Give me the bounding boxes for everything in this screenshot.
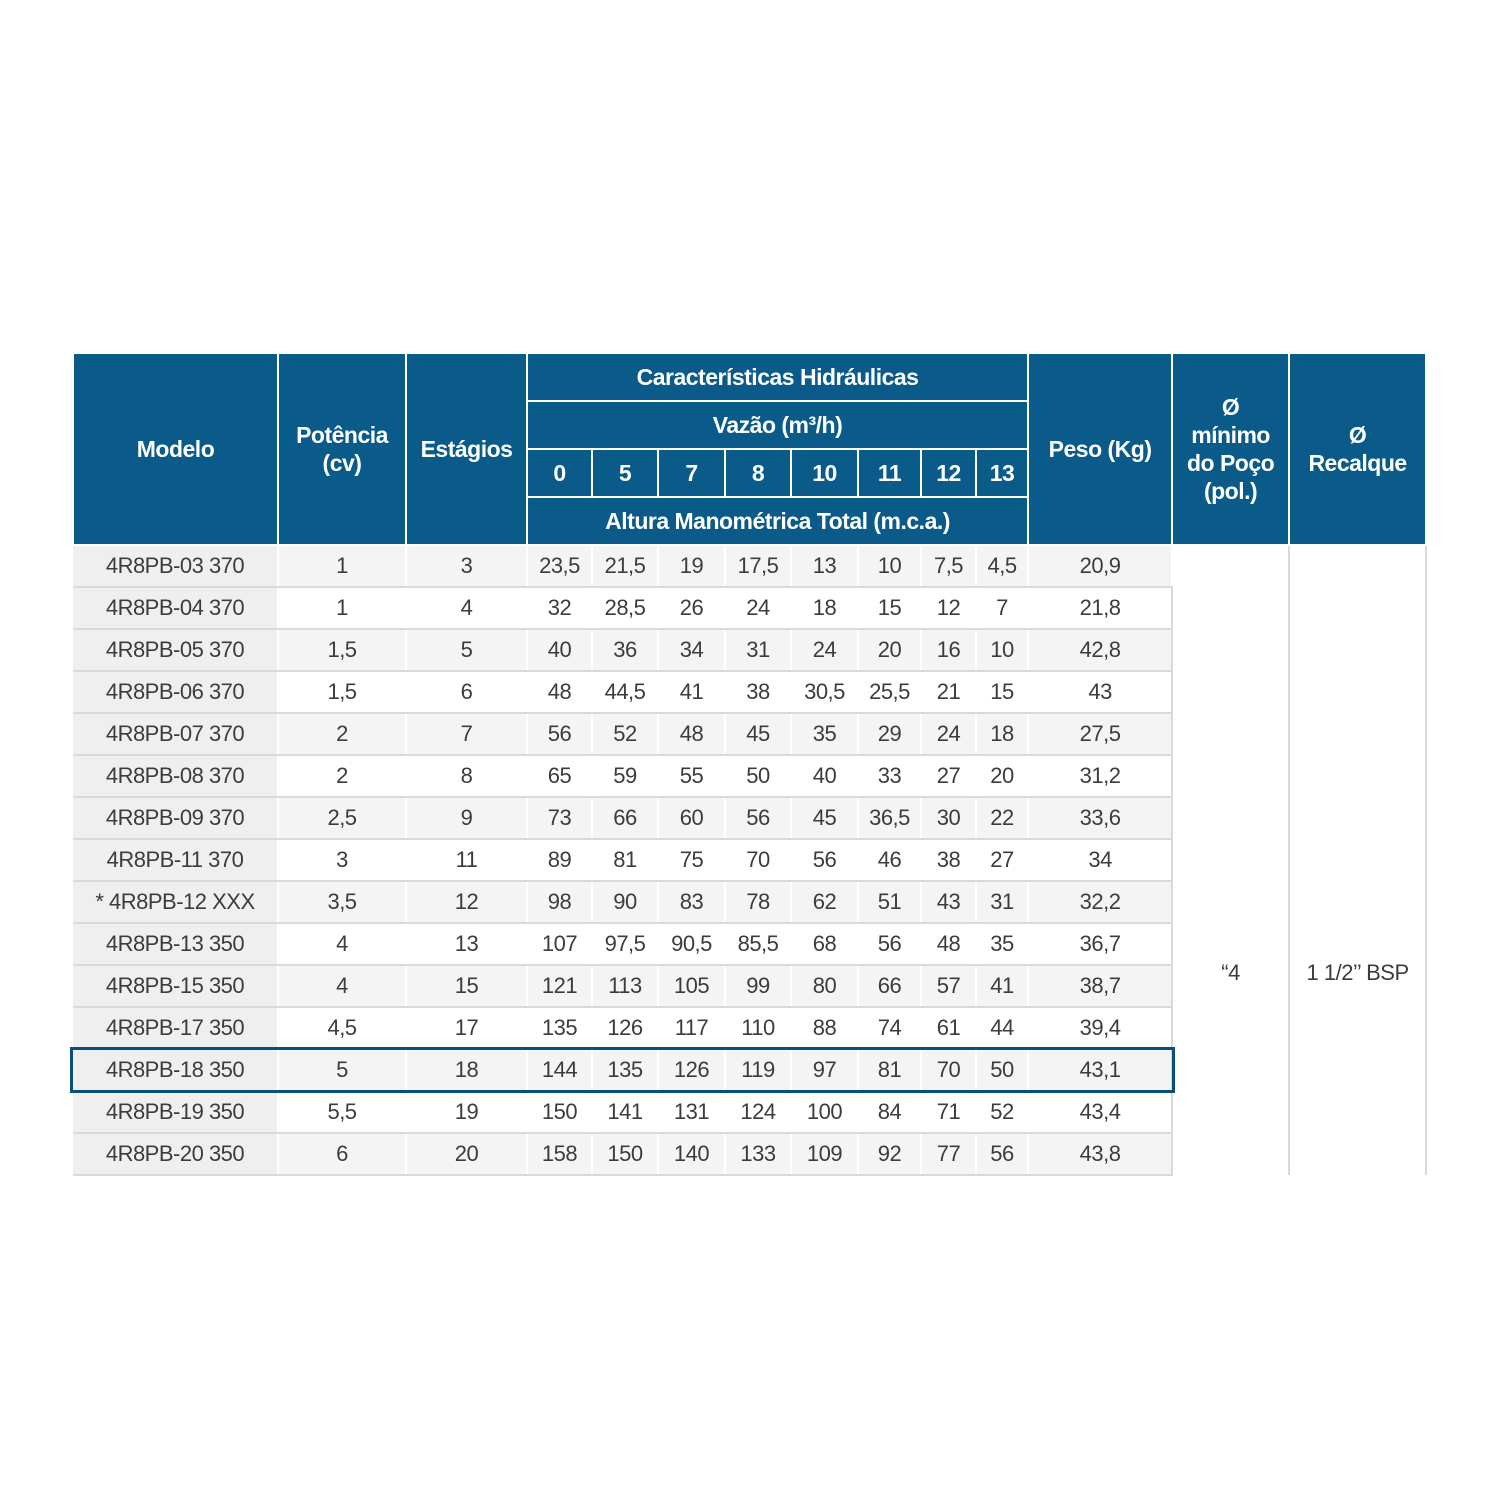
cell-head-13: 56 (976, 1133, 1028, 1175)
cell-peso: 43,1 (1028, 1049, 1172, 1091)
cell-head-10: 45 (791, 797, 858, 839)
cell-head-0: 98 (527, 881, 592, 923)
cell-head-5: 81 (592, 839, 658, 881)
header-flow-3: 8 (725, 449, 791, 497)
cell-peso: 42,8 (1028, 629, 1172, 671)
cell-head-8: 99 (725, 965, 791, 1007)
cell-head-10: 97 (791, 1049, 858, 1091)
cell-head-13: 35 (976, 923, 1028, 965)
cell-estagios: 3 (406, 545, 527, 587)
header-flow-4: 10 (791, 449, 858, 497)
cell-estagios: 18 (406, 1049, 527, 1091)
cell-head-5: 28,5 (592, 587, 658, 629)
cell-head-11: 20 (858, 629, 921, 671)
cell-estagios: 11 (406, 839, 527, 881)
cell-head-7: 83 (658, 881, 725, 923)
cell-head-8: 85,5 (725, 923, 791, 965)
cell-potencia: 4 (278, 965, 406, 1007)
cell-head-5: 90 (592, 881, 658, 923)
cell-modelo: * 4R8PB-12 XXX (73, 881, 278, 923)
table-body (73, 545, 1426, 1175)
cell-head-11: 81 (858, 1049, 921, 1091)
cell-head-13: 4,5 (976, 545, 1028, 587)
cell-potencia: 4,5 (278, 1007, 406, 1049)
cell-head-11: 56 (858, 923, 921, 965)
cell-head-8: 56 (725, 797, 791, 839)
table-header (73, 353, 1426, 545)
cell-head-0: 65 (527, 755, 592, 797)
cell-head-0: 158 (527, 1133, 592, 1175)
cell-peso: 20,9 (1028, 545, 1172, 587)
cell-potencia: 3 (278, 839, 406, 881)
cell-head-13: 52 (976, 1091, 1028, 1133)
cell-head-8: 17,5 (725, 545, 791, 587)
cell-head-7: 34 (658, 629, 725, 671)
cell-modelo: 4R8PB-17 350 (73, 1007, 278, 1049)
pump-spec-table (72, 352, 1427, 1176)
cell-head-7: 105 (658, 965, 725, 1007)
cell-peso: 38,7 (1028, 965, 1172, 1007)
cell-head-10: 35 (791, 713, 858, 755)
cell-head-13: 22 (976, 797, 1028, 839)
cell-peso: 32,2 (1028, 881, 1172, 923)
cell-head-11: 25,5 (858, 671, 921, 713)
cell-head-8: 38 (725, 671, 791, 713)
header-caracteristicas: Características Hidráulicas (527, 353, 1028, 401)
cell-head-0: 135 (527, 1007, 592, 1049)
cell-peso: 43 (1028, 671, 1172, 713)
cell-modelo: 4R8PB-06 370 (73, 671, 278, 713)
cell-head-0: 150 (527, 1091, 592, 1133)
cell-head-7: 48 (658, 713, 725, 755)
cell-estagios: 17 (406, 1007, 527, 1049)
cell-head-5: 97,5 (592, 923, 658, 965)
header-flow-5: 11 (858, 449, 921, 497)
cell-head-10: 13 (791, 545, 858, 587)
cell-head-7: 41 (658, 671, 725, 713)
cell-modelo: 4R8PB-11 370 (73, 839, 278, 881)
cell-estagios: 4 (406, 587, 527, 629)
cell-head-7: 55 (658, 755, 725, 797)
cell-modelo: 4R8PB-04 370 (73, 587, 278, 629)
cell-head-8: 70 (725, 839, 791, 881)
cell-potencia: 1,5 (278, 671, 406, 713)
header-altura: Altura Manométrica Total (m.c.a.) (527, 497, 1028, 545)
cell-head-8: 45 (725, 713, 791, 755)
cell-head-5: 113 (592, 965, 658, 1007)
cell-estagios: 8 (406, 755, 527, 797)
table-row (73, 545, 1426, 587)
cell-head-12: 24 (921, 713, 976, 755)
cell-head-7: 131 (658, 1091, 725, 1133)
header-potencia-label: Potência (cv) (296, 422, 388, 476)
header-poco (1172, 353, 1289, 545)
cell-head-0: 48 (527, 671, 592, 713)
cell-head-5: 66 (592, 797, 658, 839)
cell-head-13: 7 (976, 587, 1028, 629)
cell-head-10: 18 (791, 587, 858, 629)
cell-head-11: 51 (858, 881, 921, 923)
cell-head-11: 74 (858, 1007, 921, 1049)
header-flow-1: 5 (592, 449, 658, 497)
cell-head-13: 50 (976, 1049, 1028, 1091)
cell-head-0: 107 (527, 923, 592, 965)
cell-head-7: 140 (658, 1133, 725, 1175)
header-flow-0: 0 (527, 449, 592, 497)
cell-estagios: 6 (406, 671, 527, 713)
cell-recalque-shared: 1 1/2’’ BSP (1289, 545, 1426, 1175)
cell-head-0: 40 (527, 629, 592, 671)
cell-potencia: 4 (278, 923, 406, 965)
cell-head-13: 31 (976, 881, 1028, 923)
cell-head-8: 119 (725, 1049, 791, 1091)
cell-head-0: 56 (527, 713, 592, 755)
cell-modelo: 4R8PB-19 350 (73, 1091, 278, 1133)
cell-potencia: 2 (278, 755, 406, 797)
cell-head-8: 110 (725, 1007, 791, 1049)
cell-head-7: 90,5 (658, 923, 725, 965)
cell-modelo: 4R8PB-15 350 (73, 965, 278, 1007)
cell-head-11: 36,5 (858, 797, 921, 839)
cell-estagios: 7 (406, 713, 527, 755)
cell-head-7: 60 (658, 797, 725, 839)
cell-peso: 33,6 (1028, 797, 1172, 839)
spec-table-container (72, 352, 1425, 1176)
cell-head-13: 41 (976, 965, 1028, 1007)
cell-head-12: 12 (921, 587, 976, 629)
cell-head-10: 40 (791, 755, 858, 797)
cell-head-12: 57 (921, 965, 976, 1007)
cell-head-5: 141 (592, 1091, 658, 1133)
cell-head-12: 71 (921, 1091, 976, 1133)
cell-estagios: 15 (406, 965, 527, 1007)
cell-modelo: 4R8PB-13 350 (73, 923, 278, 965)
cell-estagios: 13 (406, 923, 527, 965)
cell-head-8: 50 (725, 755, 791, 797)
cell-head-13: 15 (976, 671, 1028, 713)
cell-head-13: 44 (976, 1007, 1028, 1049)
cell-head-0: 32 (527, 587, 592, 629)
header-flow-7: 13 (976, 449, 1028, 497)
cell-potencia: 2 (278, 713, 406, 755)
cell-modelo: 4R8PB-08 370 (73, 755, 278, 797)
cell-head-8: 24 (725, 587, 791, 629)
cell-head-12: 70 (921, 1049, 976, 1091)
cell-head-11: 84 (858, 1091, 921, 1133)
cell-head-8: 31 (725, 629, 791, 671)
cell-modelo: 4R8PB-09 370 (73, 797, 278, 839)
header-flow-6: 12 (921, 449, 976, 497)
cell-estagios: 20 (406, 1133, 527, 1175)
cell-head-5: 36 (592, 629, 658, 671)
cell-head-5: 150 (592, 1133, 658, 1175)
cell-head-13: 20 (976, 755, 1028, 797)
cell-estagios: 5 (406, 629, 527, 671)
cell-head-5: 21,5 (592, 545, 658, 587)
cell-head-0: 23,5 (527, 545, 592, 587)
header-recalque-label: Ø Recalque (1308, 422, 1407, 476)
header-poco-label: Ø mínimo do Poço (pol.) (1186, 394, 1275, 504)
cell-head-12: 43 (921, 881, 976, 923)
cell-peso: 27,5 (1028, 713, 1172, 755)
cell-modelo: 4R8PB-03 370 (73, 545, 278, 587)
cell-head-5: 59 (592, 755, 658, 797)
cell-head-8: 78 (725, 881, 791, 923)
cell-head-12: 61 (921, 1007, 976, 1049)
cell-head-0: 89 (527, 839, 592, 881)
cell-estagios: 9 (406, 797, 527, 839)
cell-modelo: 4R8PB-05 370 (73, 629, 278, 671)
cell-potencia: 5,5 (278, 1091, 406, 1133)
cell-modelo: 4R8PB-18 350 (73, 1049, 278, 1091)
cell-head-12: 7,5 (921, 545, 976, 587)
cell-head-12: 21 (921, 671, 976, 713)
cell-head-10: 24 (791, 629, 858, 671)
cell-modelo: 4R8PB-20 350 (73, 1133, 278, 1175)
cell-head-10: 109 (791, 1133, 858, 1175)
cell-head-12: 77 (921, 1133, 976, 1175)
cell-head-7: 75 (658, 839, 725, 881)
cell-head-11: 33 (858, 755, 921, 797)
cell-head-5: 126 (592, 1007, 658, 1049)
cell-head-8: 124 (725, 1091, 791, 1133)
cell-head-7: 19 (658, 545, 725, 587)
cell-head-13: 18 (976, 713, 1028, 755)
cell-head-11: 66 (858, 965, 921, 1007)
cell-head-10: 56 (791, 839, 858, 881)
cell-head-7: 26 (658, 587, 725, 629)
header-peso: Peso (Kg) (1028, 353, 1172, 545)
cell-potencia: 5 (278, 1049, 406, 1091)
cell-head-11: 46 (858, 839, 921, 881)
cell-head-11: 10 (858, 545, 921, 587)
cell-modelo: 4R8PB-07 370 (73, 713, 278, 755)
cell-head-0: 144 (527, 1049, 592, 1091)
header-potencia (278, 353, 406, 545)
cell-head-10: 62 (791, 881, 858, 923)
cell-head-0: 73 (527, 797, 592, 839)
cell-head-12: 48 (921, 923, 976, 965)
cell-potencia: 2,5 (278, 797, 406, 839)
cell-head-5: 135 (592, 1049, 658, 1091)
cell-head-0: 121 (527, 965, 592, 1007)
cell-peso: 21,8 (1028, 587, 1172, 629)
cell-potencia: 1 (278, 545, 406, 587)
cell-head-12: 16 (921, 629, 976, 671)
cell-head-13: 10 (976, 629, 1028, 671)
header-recalque (1289, 353, 1426, 545)
cell-potencia: 6 (278, 1133, 406, 1175)
cell-peso: 39,4 (1028, 1007, 1172, 1049)
cell-peso: 36,7 (1028, 923, 1172, 965)
cell-peso: 43,8 (1028, 1133, 1172, 1175)
cell-estagios: 12 (406, 881, 527, 923)
cell-head-10: 88 (791, 1007, 858, 1049)
cell-head-8: 133 (725, 1133, 791, 1175)
cell-head-5: 52 (592, 713, 658, 755)
cell-head-11: 15 (858, 587, 921, 629)
cell-head-11: 92 (858, 1133, 921, 1175)
cell-head-12: 27 (921, 755, 976, 797)
cell-head-10: 68 (791, 923, 858, 965)
cell-poco-shared: “4 (1172, 545, 1289, 1175)
header-flow-2: 7 (658, 449, 725, 497)
header-modelo: Modelo (73, 353, 278, 545)
cell-head-12: 30 (921, 797, 976, 839)
cell-head-5: 44,5 (592, 671, 658, 713)
cell-head-7: 117 (658, 1007, 725, 1049)
cell-head-10: 100 (791, 1091, 858, 1133)
cell-peso: 34 (1028, 839, 1172, 881)
cell-head-13: 27 (976, 839, 1028, 881)
cell-estagios: 19 (406, 1091, 527, 1133)
cell-peso: 43,4 (1028, 1091, 1172, 1133)
cell-head-12: 38 (921, 839, 976, 881)
header-estagios: Estágios (406, 353, 527, 545)
cell-potencia: 1,5 (278, 629, 406, 671)
cell-head-10: 80 (791, 965, 858, 1007)
cell-peso: 31,2 (1028, 755, 1172, 797)
cell-potencia: 1 (278, 587, 406, 629)
header-vazao: Vazão (m³/h) (527, 401, 1028, 449)
cell-potencia: 3,5 (278, 881, 406, 923)
cell-head-7: 126 (658, 1049, 725, 1091)
cell-head-11: 29 (858, 713, 921, 755)
cell-head-10: 30,5 (791, 671, 858, 713)
